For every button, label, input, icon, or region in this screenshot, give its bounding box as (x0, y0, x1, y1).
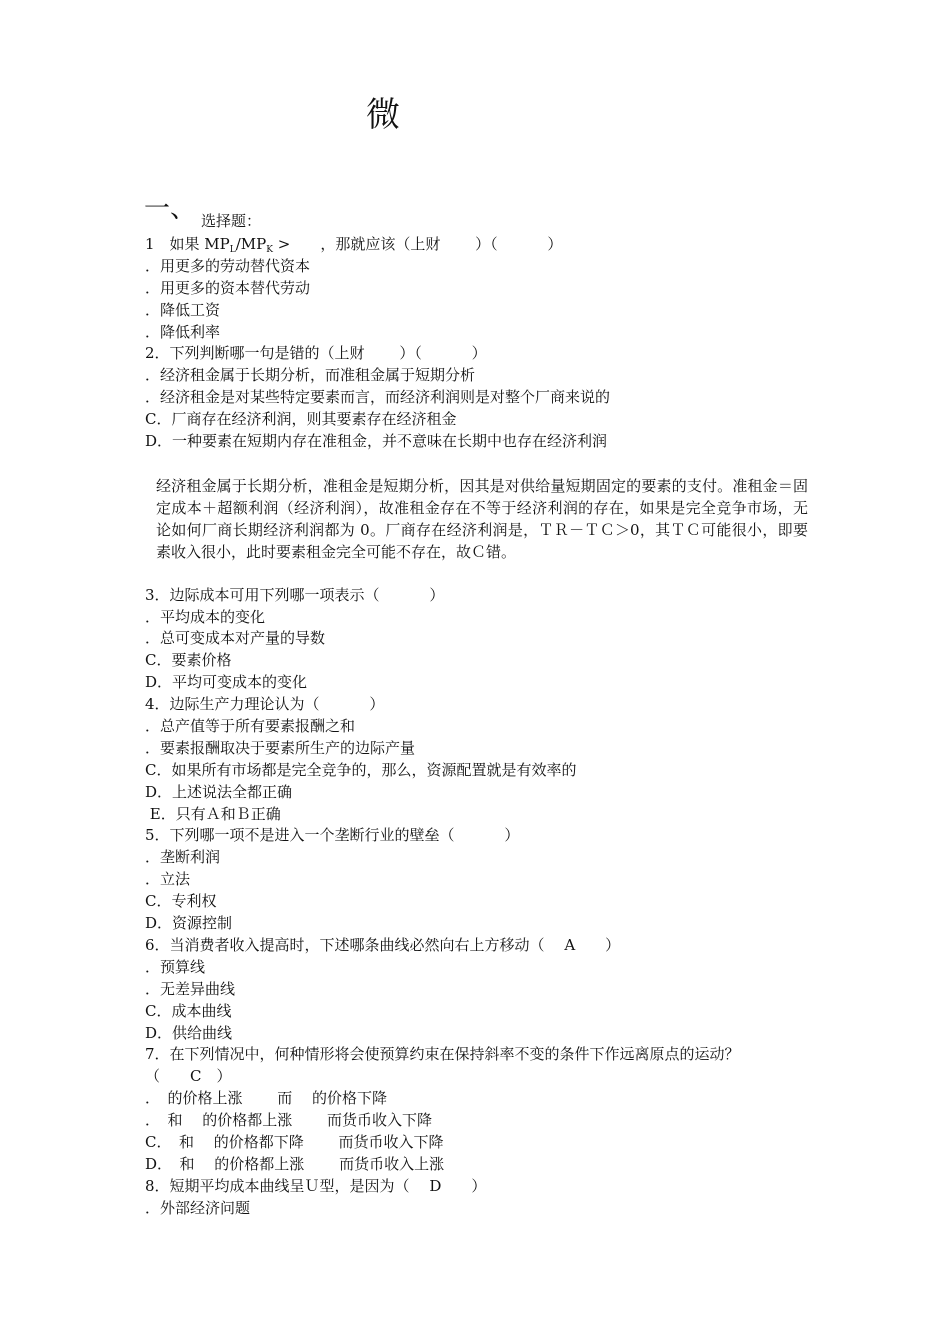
q1-text-a: 1 如果 MP (145, 235, 230, 253)
question-line: 7．在下列情况中，何种情形将会使预算约束在保持斜率不变的条件下作远离原点的运动？ (145, 1045, 740, 1064)
question-line: ．外部经济问题 (145, 1198, 251, 1217)
question-line: ．预算线 (145, 957, 206, 976)
question-line: ．平均成本的变化 (145, 607, 266, 626)
question-line: D． 和 的价格都上涨 而货币收入上涨 (145, 1154, 445, 1173)
section-mark: 一、 (144, 194, 197, 224)
question-line: ．经济租金是对某些特定要素而言，而经济利润则是对整个厂商来说的 (145, 388, 611, 407)
blank-line (145, 563, 835, 585)
question-lines-b (145, 585, 835, 1220)
question-line: 3．边际成本可用下列哪一项表示（ ） (145, 585, 445, 604)
question-line: 4．边际生产力理论认为（ ） (145, 695, 385, 714)
question-line: D．平均可变成本的变化 (145, 673, 308, 692)
section-label: 选择题： (201, 212, 262, 230)
question-line: ．降低工资 (145, 300, 221, 319)
question-line: ．垄断利润 (145, 848, 221, 867)
question-line: ．立法 (145, 870, 191, 889)
question-line: C．要素价格 (145, 651, 232, 670)
question-line: ．经济租金属于长期分析，而准租金属于短期分析 (145, 366, 476, 385)
question-line: ．要素报酬取决于要素所生产的边际产量 (145, 738, 416, 757)
q1-text-c: > ，那就应该（上财 ）（ ） (273, 235, 563, 253)
question-line: C．厂商存在经济利润，则其要素存在经济租金 (145, 410, 457, 429)
question-line: D．资源控制 (145, 914, 233, 933)
question-line: ． 的价格上涨 而 的价格下降 (145, 1089, 388, 1108)
question-line: D．上述说法全都正确 (145, 782, 293, 801)
question-line: D．一种要素在短期内存在准租金，并不意味在长期中也存在经济利润 (145, 432, 608, 451)
question-line: （ C ） (145, 1067, 232, 1086)
explanation-paragraph: 经济租金属于长期分析，准租金是短期分析，因其是对供给量短期固定的要素的支付。准租金＝固定成本＋超额利润（经济利润），故准租金存在不等于经济利润的存在，如果是完全竞争市场，无论如何厂商长期经济利润都为 0。厂商存在经济利润是，ＴＲ－ＴＣ＞0，其ＴＣ可能很小，即要素收入很小，此时要素租金完全可能不存在，故Ｃ错。 (156, 476, 808, 561)
question-line: 2．下列判断哪一句是错的（上财 ）（ ） (145, 344, 487, 363)
question-line: ．无差异曲线 (145, 979, 236, 998)
question-line: D．供给曲线 (145, 1023, 233, 1042)
question-line: ． 和 的价格都上涨 而货币收入下降 (145, 1111, 433, 1130)
question-line: ．总产值等于所有要素报酬之和 (145, 717, 356, 736)
question-1 (145, 234, 835, 256)
question-line: ．用更多的劳动替代资本 (145, 256, 311, 275)
question-line: C． 和 的价格都下降 而货币收入下降 (145, 1132, 444, 1151)
question-line: E．只有Ａ和Ｂ正确 (145, 804, 281, 823)
q1-subscript-l: L (229, 245, 236, 255)
question-lines-a (145, 256, 835, 453)
question-line: C．如果所有市场都是完全竞争的，那么，资源配置就是有效率的 (145, 760, 577, 779)
question-line: ．降低利率 (145, 322, 221, 341)
q1-subscript-k: K (266, 245, 273, 255)
question-line: 6．当消费者收入提高时，下述哪条曲线必然向右上方移动（ A ） (145, 935, 621, 954)
question-line: 8．短期平均成本曲线呈Ｕ型，是因为（ D ） (145, 1176, 487, 1195)
page-title: 微 (366, 95, 400, 135)
question-line: ．用更多的资本替代劳动 (145, 278, 311, 297)
q1-text-b: /MP (235, 235, 267, 253)
question-line: 5．下列哪一项不是进入一个垄断行业的壁垒（ ） (145, 826, 520, 845)
blank-line (145, 453, 835, 475)
question-line: C．成本曲线 (145, 1001, 232, 1020)
question-list (145, 234, 835, 1220)
question-line: C．专利权 (145, 892, 217, 911)
question-line: ．总可变成本对产量的导数 (145, 629, 326, 648)
